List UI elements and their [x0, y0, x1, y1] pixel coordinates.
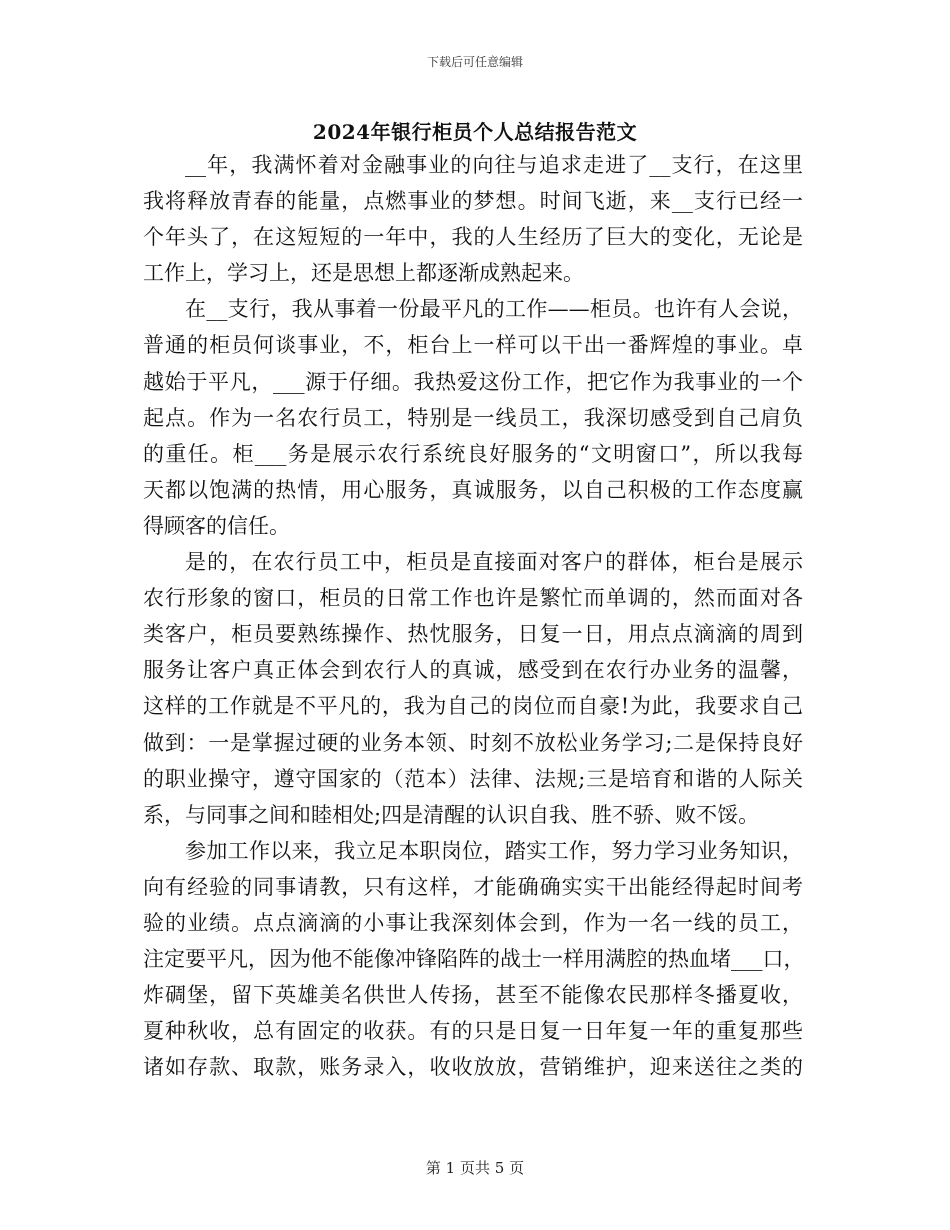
- body-line: 炸碉堡，留下英雄美名供世人传扬，甚至不能像农民那样冬播夏收，: [143, 983, 803, 1008]
- body-line: 的重任。柜___务是展示农行系统良好服务的“文明窗口”，所以我每: [143, 441, 803, 466]
- body-line: 普通的柜员何谈事业，不，柜台上一样可以干出一番辉煌的事业。卓: [143, 333, 803, 358]
- body-line: 起点。作为一名农行员工，特别是一线员工，我深切感受到自己肩负: [143, 405, 803, 430]
- body-line: 参加工作以来，我立足本职岗位，踏实工作，努力学习业务知识，: [185, 838, 803, 863]
- body-line: 夏种秋收，总有固定的收获。有的只是日复一日年复一年的重复那些: [143, 1019, 803, 1044]
- body-line: 向有经验的同事请教，只有这样，才能确确实实干出能经得起时间考: [143, 874, 803, 899]
- body-line: 类客户，柜员要熟练操作、热忱服务，日复一日，用点点滴滴的周到: [143, 622, 803, 647]
- body-line: 农行形象的窗口，柜员的日常工作也许是繁忙而单调的，然而面对各: [143, 586, 803, 611]
- body-line: 的职业操守，遵守国家的（范本）法律、法规;三是培育和谐的人际关: [143, 766, 803, 791]
- document-body: [143, 147, 803, 1085]
- body-line: 诸如存款、取款，账务录入，收收放放，营销维护，迎来送往之类的: [143, 1055, 803, 1080]
- body-line: 做到：一是掌握过硬的业务本领、时刻不放松业务学习;二是保持良好: [143, 730, 803, 755]
- body-line: 服务让客户真正体会到农行人的真诚，感受到在农行办业务的温馨，: [143, 658, 803, 683]
- body-line: 系，与同事之间和睦相处;四是清醒的认识自我、胜不骄、败不馁。: [143, 802, 760, 827]
- body-line: 个年头了，在这短短的一年中，我的人生经历了巨大的变化，无论是: [143, 225, 803, 250]
- body-line: 验的业绩。点点滴滴的小事让我深刻体会到，作为一名一线的员工，: [143, 910, 803, 935]
- body-line: 越始于平凡，___源于仔细。我热爱这份工作，把它作为我事业的一个: [143, 369, 803, 394]
- body-line: __年，我满怀着对金融事业的向往与追求走进了__支行，在这里: [185, 153, 803, 177]
- body-line: 这样的工作就是不平凡的，我为自己的岗位而自豪!为此，我要求自己: [143, 694, 803, 719]
- body-line: 在__支行，我从事着一份最平凡的工作——柜员。也许有人会说，: [185, 297, 803, 322]
- body-line: 我将释放青春的能量，点燃事业的梦想。时间飞逝，来__支行已经一: [143, 189, 803, 214]
- body-line: 天都以饱满的热情，用心服务，真诚服务，以自己积极的工作态度赢: [143, 477, 803, 502]
- page-number: 第 1 页共 5 页: [425, 1159, 525, 1177]
- page-header: 下载后可任意编辑: [426, 55, 523, 69]
- body-line: 注定要平凡，因为他不能像冲锋陷阵的战士一样用满腔的热血堵___口，: [143, 947, 805, 972]
- body-line: 是的，在农行员工中，柜员是直接面对客户的群体，柜台是展示: [185, 550, 803, 575]
- body-line: 得顾客的信任。: [143, 513, 290, 538]
- document-title: 2024年银行柜员个人总结报告范文: [312, 120, 638, 144]
- body-line: 工作上，学习上，还是思想上都逐渐成熟起来。: [143, 261, 584, 286]
